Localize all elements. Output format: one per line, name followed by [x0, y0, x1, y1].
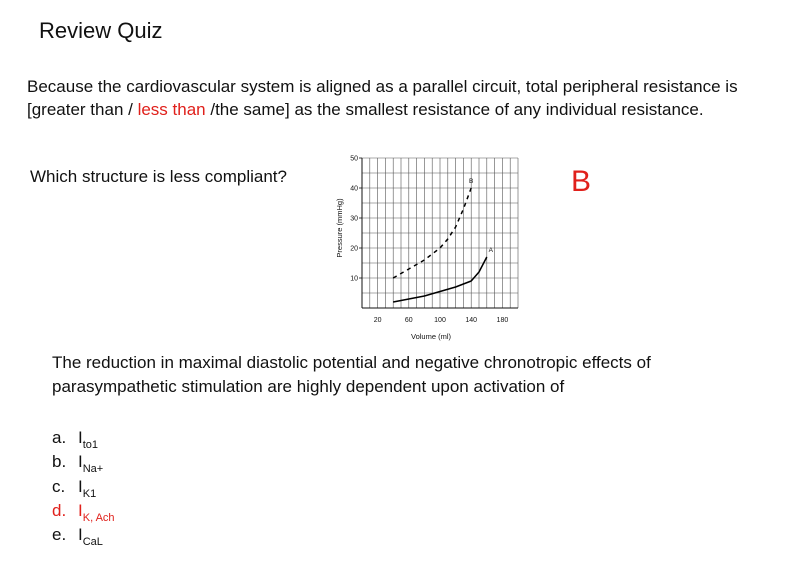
- y-tick-label: 20: [350, 245, 358, 253]
- option-letter: e.: [52, 525, 67, 544]
- series-labels: [469, 178, 494, 254]
- question1-answer-highlight: less than: [137, 100, 206, 119]
- y-tick-labels: [350, 156, 362, 283]
- option-b[interactable]: b. $I_{Na+}$: [52, 452, 104, 475]
- question3-line1: The reduction in maximal diastolic potential and negative chronotropic effects of: [52, 353, 651, 372]
- y-axis-label: Pressure (mmHg): [335, 198, 344, 258]
- question1-prefix: [greater than /: [27, 100, 138, 119]
- y-tick-label: 40: [350, 185, 358, 193]
- question1-suffix: /the same] as the smallest resistance of any individual resistance.: [205, 100, 704, 119]
- question3-line2: parasympathetic stimulation are highly dependent upon activation of: [52, 377, 565, 396]
- x-tick-label: 100: [434, 317, 446, 324]
- option-letter: c.: [52, 477, 66, 496]
- y-tick-label: 10: [350, 275, 358, 283]
- option-c[interactable]: c. $I_{K1}$: [52, 477, 97, 500]
- question1-line2: [27, 100, 704, 120]
- option-letter: d.: [52, 501, 67, 520]
- x-tick-label: 180: [496, 317, 509, 324]
- option-letter: a.: [52, 428, 67, 447]
- question2-answer: B: [571, 165, 592, 198]
- x-tick-label: 60: [404, 317, 413, 324]
- compliance-chart: [330, 148, 530, 348]
- question1-line1: Because the cardiovascular system is aligned as a parallel circuit, total peripheral resistance is: [27, 77, 738, 96]
- question2-text: Which structure is less compliant?: [30, 167, 287, 186]
- y-tick-label: 50: [350, 155, 358, 163]
- x-tick-label: 140: [465, 317, 478, 324]
- page-title: Review Quiz: [39, 18, 163, 43]
- option-d-correct[interactable]: d. $I_{K, Ach}$: [52, 501, 115, 524]
- series-a-label: A: [488, 247, 493, 254]
- series-b-label: B: [469, 178, 474, 185]
- chart-grid: [362, 158, 518, 308]
- x-axis-label: Volume (ml): [410, 332, 452, 341]
- option-letter: b.: [52, 452, 67, 471]
- x-tick-labels: [374, 317, 509, 324]
- option-a[interactable]: a. $I_{to1}$: [52, 428, 99, 451]
- y-tick-label: 30: [350, 215, 358, 223]
- option-e[interactable]: e. $I_{CaL}$: [52, 525, 103, 548]
- x-tick-label: 20: [373, 317, 382, 324]
